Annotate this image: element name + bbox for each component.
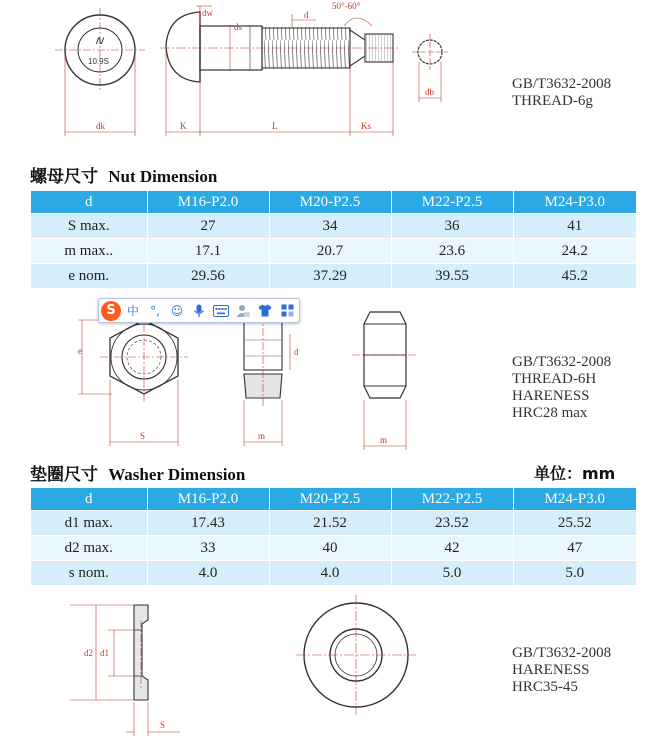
header-cell: M20-P2.5 xyxy=(269,191,391,214)
table-cell: 47 xyxy=(513,536,636,561)
table-cell: m max.. xyxy=(31,239,147,264)
table-cell: d2 max. xyxy=(31,536,147,561)
dim-s: S xyxy=(140,431,146,441)
dim-e: e xyxy=(78,346,82,356)
table-cell: 21.52 xyxy=(269,511,391,536)
dim-dw: dw xyxy=(202,8,213,18)
dim-ds: ds xyxy=(234,22,243,32)
table-row xyxy=(31,511,636,536)
table-cell: 27 xyxy=(147,214,269,239)
washer-spec-line: HRC35-45 xyxy=(512,679,578,695)
header-cell: M24-P3.0 xyxy=(513,488,636,511)
dim-nut-d: d xyxy=(294,347,299,357)
bolt-spec-line: THREAD-6g xyxy=(512,93,593,109)
table-cell: 25.52 xyxy=(513,511,636,536)
table-cell: 33 xyxy=(147,536,269,561)
washer-title-en: Washer Dimension xyxy=(108,465,246,484)
header-cell: d xyxy=(31,191,147,214)
washer-spec xyxy=(512,645,611,696)
nut-side-view xyxy=(352,312,418,450)
washer-spec-line: HARENESS xyxy=(512,662,590,678)
table-cell: 17.43 xyxy=(147,511,269,536)
nut-section-title xyxy=(30,162,217,187)
bolt-head-top-view xyxy=(55,8,145,136)
dim-k: K xyxy=(180,121,187,131)
nut-spec-line: HRC28 max xyxy=(512,405,588,421)
nut-section-view xyxy=(244,314,299,446)
ime-user-button[interactable] xyxy=(233,301,253,321)
bolt-spec xyxy=(512,76,611,110)
bolt-spec-line: GB/T3632-2008 xyxy=(512,76,612,92)
dim-l: L xyxy=(272,121,278,131)
nut-top-view xyxy=(78,310,188,446)
spline-end-view xyxy=(412,34,448,102)
chinese-mode-icon: 中 xyxy=(126,304,139,318)
emoji-icon: ☺ xyxy=(170,303,184,318)
header-cell: d xyxy=(31,488,147,511)
table-cell: 5.0 xyxy=(391,561,513,586)
table-cell: s nom. xyxy=(31,561,147,586)
microphone-icon xyxy=(193,304,205,318)
dim-db: db xyxy=(425,87,434,97)
table-cell: 5.0 xyxy=(513,561,636,586)
sogou-logo-icon: S xyxy=(101,301,121,321)
dim-ks: Ks xyxy=(361,121,372,131)
table-cell: 4.0 xyxy=(147,561,269,586)
washer-section-title xyxy=(30,460,245,485)
grid-icon xyxy=(281,304,294,317)
dim-washer-s: S xyxy=(160,720,166,730)
ime-toolbar[interactable] xyxy=(98,298,300,323)
table-header-row xyxy=(31,488,636,511)
dim-dk: dk xyxy=(96,121,105,131)
nut-title-cn: 螺母尺寸 xyxy=(30,167,98,187)
table-cell: 45.2 xyxy=(513,264,636,289)
ime-chinese-mode-button[interactable] xyxy=(123,301,143,321)
header-cell: M24-P3.0 xyxy=(513,191,636,214)
table-cell: 29.56 xyxy=(147,264,269,289)
ime-emoji-button[interactable] xyxy=(167,301,187,321)
table-cell: 36 xyxy=(391,214,513,239)
header-cell: M16-P2.0 xyxy=(147,191,269,214)
user-icon xyxy=(236,304,250,318)
nut-spec-line: HARENESS xyxy=(512,388,590,404)
nut-spec-line: THREAD-6H xyxy=(512,371,597,387)
table-cell: 41 xyxy=(513,214,636,239)
ime-voice-button[interactable] xyxy=(189,301,209,321)
table-row xyxy=(31,561,636,586)
dim-d: d xyxy=(304,10,309,20)
table-cell: 20.7 xyxy=(269,239,391,264)
table-cell: e nom. xyxy=(31,264,147,289)
head-mark: 10.9S xyxy=(88,57,109,66)
nut-title-en: Nut Dimension xyxy=(108,167,218,186)
header-cell: M20-P2.5 xyxy=(269,488,391,511)
table-row xyxy=(31,239,636,264)
table-cell: 17.1 xyxy=(147,239,269,264)
washer-spec-line: GB/T3632-2008 xyxy=(512,645,612,661)
header-cell: M16-P2.0 xyxy=(147,488,269,511)
shirt-icon xyxy=(258,304,272,317)
nut-spec xyxy=(512,354,611,422)
table-cell: 42 xyxy=(391,536,513,561)
ime-toolbox-button[interactable] xyxy=(277,301,297,321)
ime-logo-button[interactable] xyxy=(101,301,121,321)
header-cell: M22-P2.5 xyxy=(391,191,513,214)
dim-angle: 50°-60° xyxy=(332,1,361,11)
table-header-row xyxy=(31,191,636,214)
ime-punctuation-button[interactable] xyxy=(145,301,165,321)
unit-label: 单位：mm xyxy=(534,464,616,483)
header-cell: M22-P2.5 xyxy=(391,488,513,511)
washer-dimension-table xyxy=(31,488,636,585)
punctuation-icon: °, xyxy=(150,303,160,318)
table-cell: S max. xyxy=(31,214,147,239)
svg-text:/\/: /\/ xyxy=(96,36,104,46)
nut-dimension-table xyxy=(31,191,636,288)
table-cell: 39.55 xyxy=(391,264,513,289)
table-cell: 37.29 xyxy=(269,264,391,289)
nut-spec-line: GB/T3632-2008 xyxy=(512,354,612,370)
dim-d2: d2 xyxy=(84,648,93,658)
keyboard-icon xyxy=(213,305,229,317)
table-cell: 40 xyxy=(269,536,391,561)
dim-m2: m xyxy=(380,435,388,445)
washer-top-view xyxy=(296,595,416,715)
dim-d1: d1 xyxy=(100,648,109,658)
table-cell: 23.52 xyxy=(391,511,513,536)
ime-keyboard-button[interactable] xyxy=(211,301,231,321)
table-cell: 23.6 xyxy=(391,239,513,264)
dim-m1: m xyxy=(258,431,266,441)
table-cell: 34 xyxy=(269,214,391,239)
table-row xyxy=(31,214,636,239)
table-cell: 4.0 xyxy=(269,561,391,586)
table-cell: 24.2 xyxy=(513,239,636,264)
table-row xyxy=(31,264,636,289)
table-cell: d1 max. xyxy=(31,511,147,536)
table-row xyxy=(31,536,636,561)
bolt-side-view xyxy=(160,1,400,136)
washer-side-view xyxy=(70,605,180,736)
washer-title-cn: 垫圈尺寸 xyxy=(30,465,98,485)
ime-skin-button[interactable] xyxy=(255,301,275,321)
